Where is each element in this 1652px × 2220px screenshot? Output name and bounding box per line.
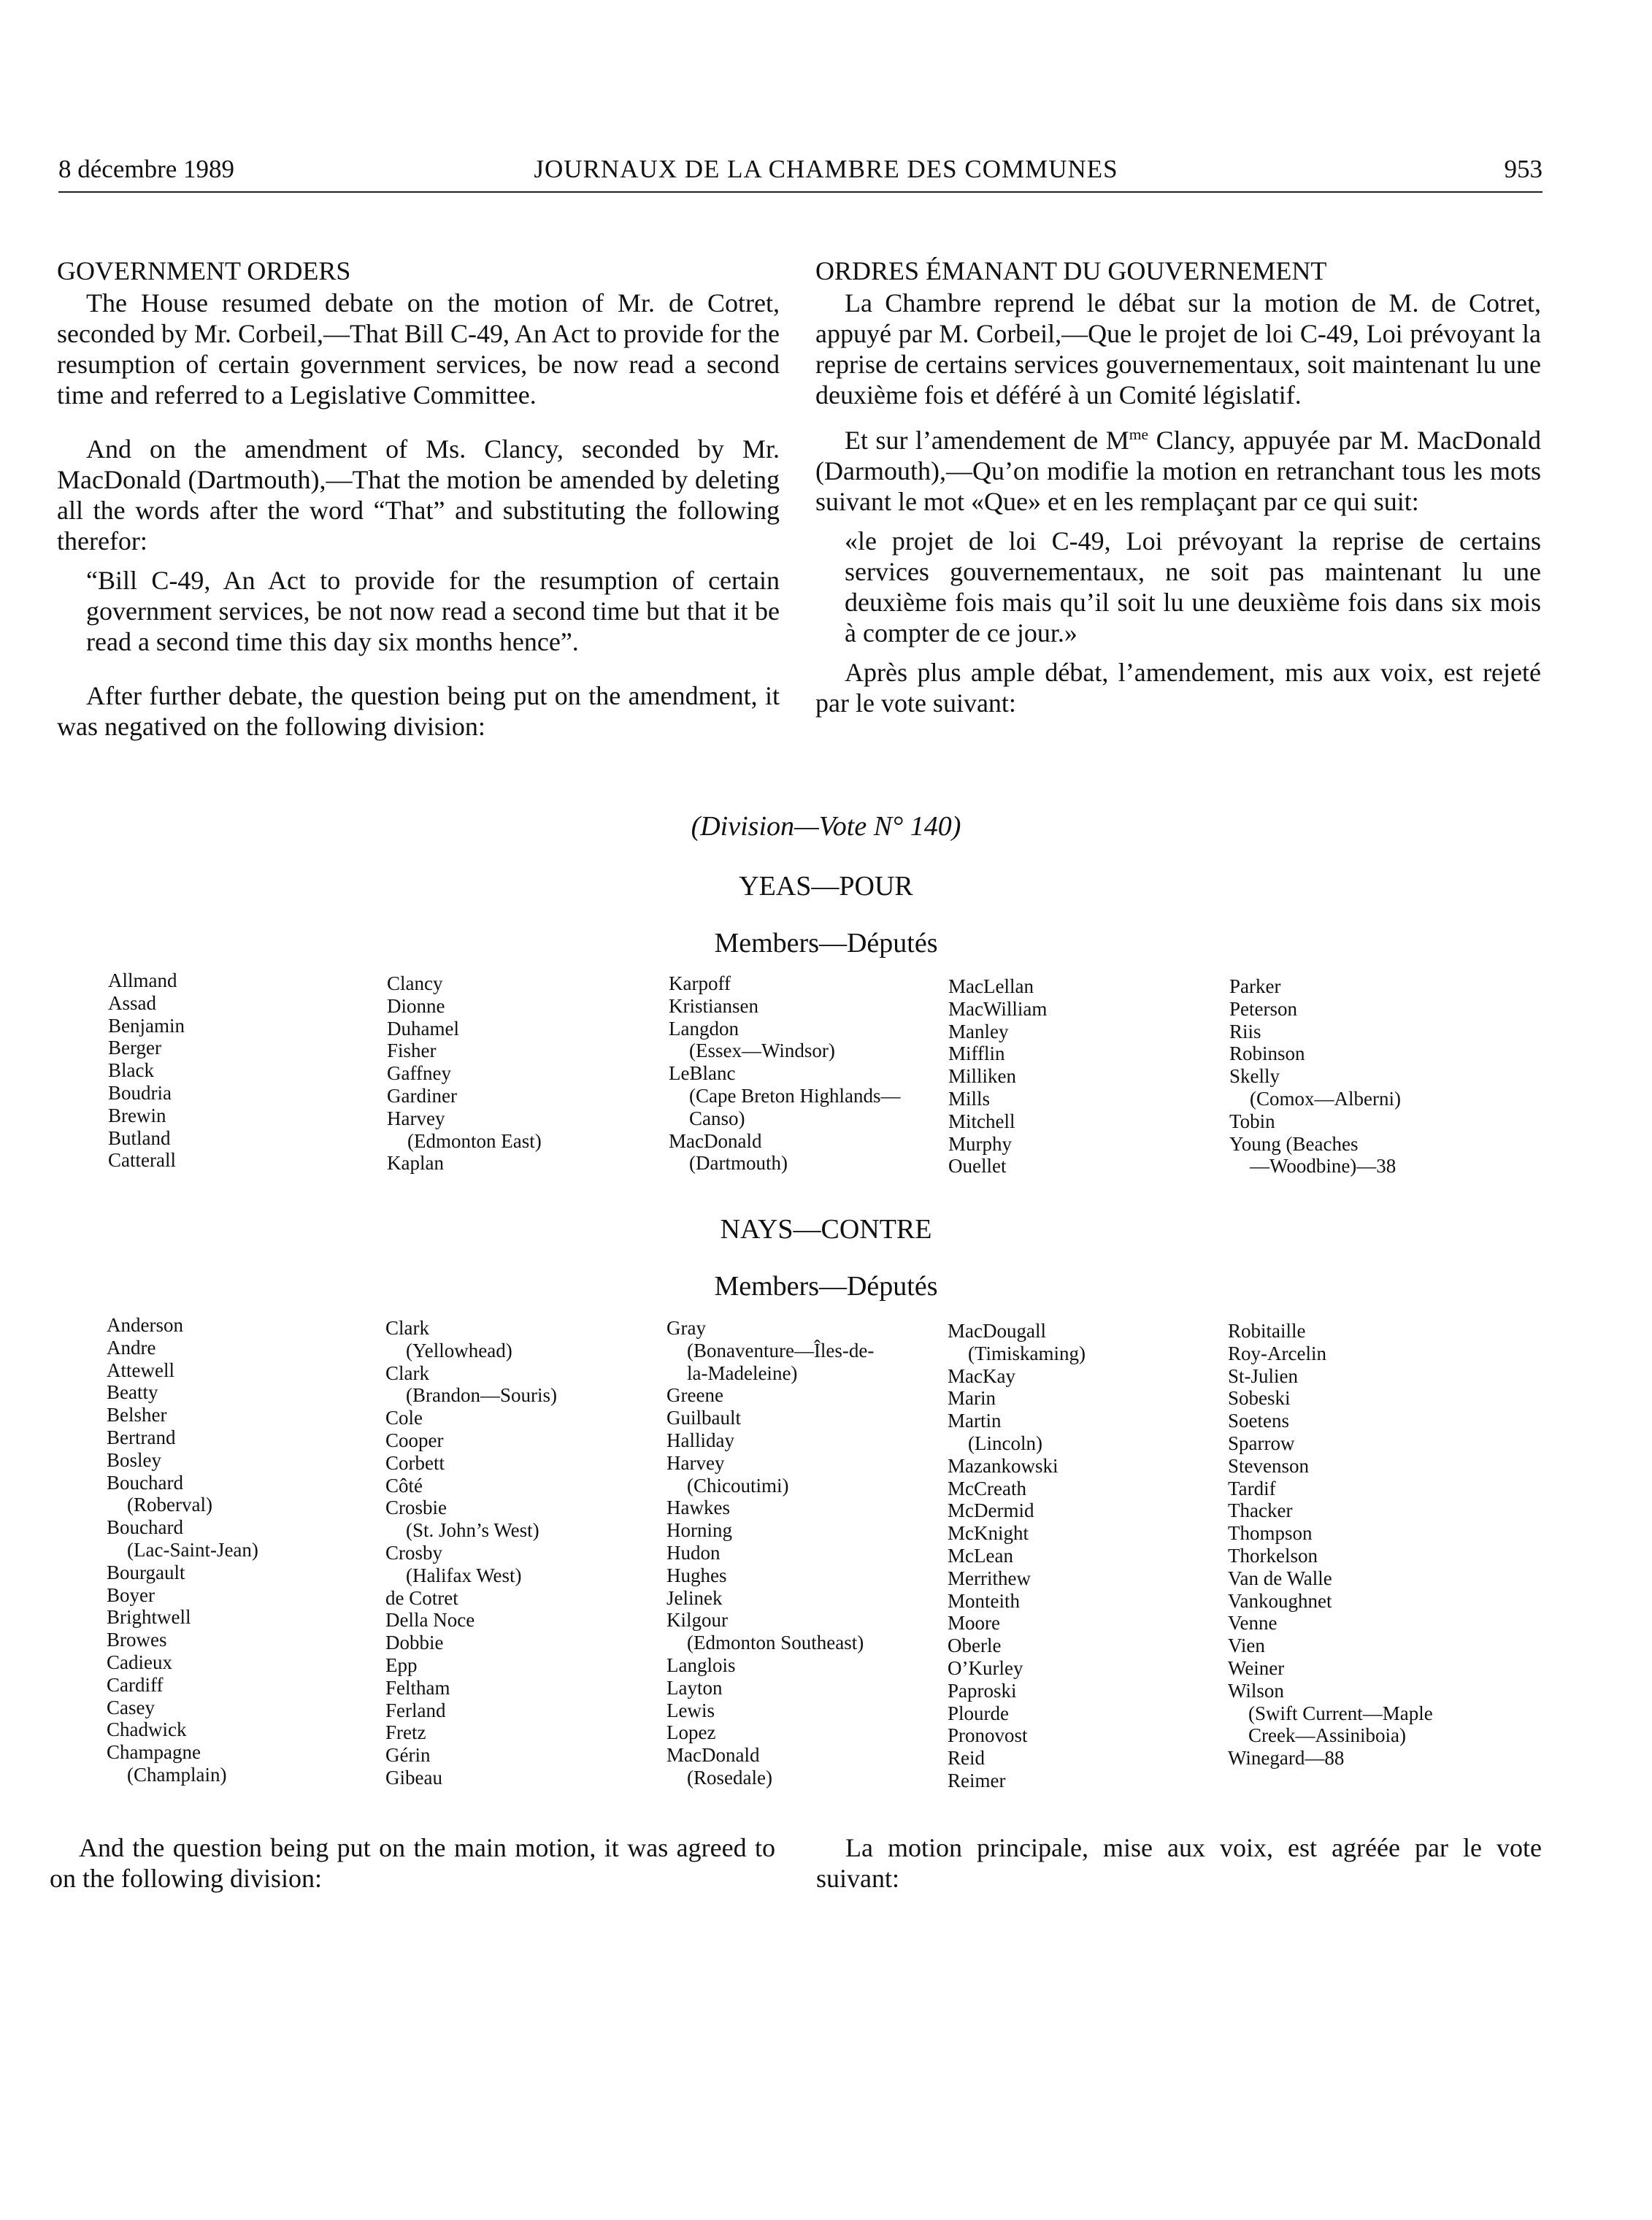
member-name: Roy-Arcelin (1228, 1342, 1326, 1364)
header-date: 8 décembre 1989 (58, 155, 235, 183)
member-name: Ferland (385, 1699, 446, 1721)
french-p2-rest: Clancy, appuyée par M. MacDonald (Darmouth),—Qu’on modifie la motion en retranchant tous les mots suivant le mot «Que» et en les remplaçant par ce qui suit: (815, 426, 1541, 516)
member-name-continuation: (Lincoln) (968, 1432, 1042, 1454)
member-name: Duhamel (387, 1017, 459, 1040)
member-name: MacWilliam (948, 997, 1048, 1020)
member-name: Brewin (108, 1104, 166, 1126)
member-name: Casey (107, 1696, 155, 1718)
member-name: Soetens (1228, 1410, 1289, 1432)
member-name: Crosby (385, 1541, 443, 1564)
member-name: McCreath (948, 1477, 1026, 1499)
member-name-continuation: (Cape Breton Highlands— (689, 1084, 901, 1107)
member-name: Layton (666, 1676, 723, 1699)
member-name-continuation: (Edmonton Southeast) (687, 1632, 864, 1654)
member-name: Vien (1228, 1635, 1265, 1657)
member-name: Kristiansen (669, 994, 758, 1017)
member-name: LeBlanc (669, 1062, 736, 1085)
member-name: Thorkelson (1228, 1544, 1318, 1567)
member-name: Assad (108, 991, 156, 1014)
member-name: Boyer (107, 1583, 155, 1606)
nays-column-2 (385, 1317, 557, 1789)
member-name: Sobeski (1228, 1387, 1291, 1410)
yeas-column-5 (1229, 975, 1401, 1178)
member-name: Gaffney (387, 1062, 451, 1085)
member-name: Corbett (385, 1451, 445, 1474)
member-name-continuation: —Woodbine)—38 (1250, 1155, 1396, 1178)
member-name: O’Kurley (948, 1656, 1023, 1679)
english-closing-text: And the question being put on the main motion, it was agreed to on the following division: (50, 1833, 775, 1893)
member-name: Epp (385, 1654, 418, 1676)
page-number: 953 (1504, 155, 1542, 183)
member-name: Crosbie (385, 1497, 447, 1519)
member-name: Kaplan (387, 1152, 444, 1175)
member-name: Browes (107, 1629, 167, 1651)
french-paragraph-3: Après plus ample débat, l’amendement, mis aux voix, est rejeté par le vote suivant: (815, 658, 1541, 718)
member-name: Butland (108, 1126, 171, 1149)
member-name: Mazankowski (948, 1454, 1059, 1477)
member-name: Cooper (385, 1429, 444, 1451)
member-name: Manley (948, 1020, 1009, 1042)
member-name: Hawkes (666, 1497, 730, 1519)
member-name: Monteith (948, 1589, 1020, 1612)
member-name: Weiner (1228, 1656, 1285, 1679)
nays-column-3 (666, 1317, 874, 1789)
french-paragraph-1: La Chambre reprend le débat sur la motion de M. de Cotret, appuyé par M. Corbeil,—Que le projet de loi C-49, Loi prévoyant la reprise de certains services gouvernementaux, soit maintenant lu une deuxième fois et déféré à un Comité législatif. (815, 288, 1541, 410)
member-name: MacLellan (948, 975, 1034, 997)
french-p2-prefix: Et sur l’amendement de M (845, 426, 1129, 455)
member-name: McLean (948, 1544, 1013, 1567)
yeas-column-4 (948, 975, 1047, 1178)
member-name: Bosley (107, 1448, 162, 1471)
division-title: (Division—Vote N° 140) (691, 811, 961, 842)
member-name: Benjamin (108, 1014, 185, 1037)
english-column (57, 256, 780, 742)
member-name: Clancy (387, 972, 443, 994)
member-name-continuation: (Timiskaming) (968, 1342, 1086, 1364)
member-name: Chadwick (107, 1718, 187, 1741)
member-name: Cardiff (107, 1673, 164, 1696)
member-name: Lopez (666, 1721, 716, 1744)
member-name: MacKay (948, 1364, 1015, 1387)
english-paragraph-2: And on the amendment of Ms. Clancy, seconded by Mr. MacDonald (Dartmouth),—That the motion be amended by deleting all the words after the word “That” and substituting the following therefor: (57, 434, 780, 556)
member-name: Bouchard (107, 1516, 183, 1539)
member-name: Boudria (108, 1081, 172, 1104)
nays-column-4 (948, 1320, 1086, 1792)
member-name: Catterall (108, 1149, 176, 1172)
member-name: Moore (948, 1612, 1000, 1635)
member-name-continuation: (Rosedale) (687, 1766, 772, 1789)
member-name: Oberle (948, 1635, 1002, 1657)
member-name: de Cotret (385, 1586, 458, 1609)
member-name: Karpoff (669, 972, 731, 994)
member-name: Gray (666, 1317, 706, 1339)
member-name: McKnight (948, 1522, 1029, 1545)
member-name: Plourde (948, 1702, 1009, 1724)
member-name: Beatty (107, 1381, 158, 1404)
member-name: Thacker (1228, 1499, 1293, 1522)
member-name-continuation: (Brandon—Souris) (406, 1384, 557, 1407)
member-name-continuation: (Edmonton East) (407, 1129, 542, 1152)
member-name: Cadieux (107, 1651, 172, 1673)
member-name: Langlois (666, 1654, 736, 1676)
french-heading: ORDRES ÉMANANT DU GOUVERNEMENT (815, 256, 1327, 285)
member-name: MacDonald (666, 1744, 760, 1767)
member-name: Feltham (385, 1676, 450, 1699)
member-name-continuation: (Essex—Windsor) (689, 1040, 835, 1062)
member-name: Harvey (387, 1107, 445, 1129)
yeas-column-1 (108, 969, 185, 1172)
member-name: Reimer (948, 1769, 1006, 1791)
member-name-continuation: (Chicoutimi) (687, 1474, 789, 1497)
member-name: Hudon (666, 1541, 721, 1564)
member-name: Venne (1228, 1612, 1278, 1635)
english-quote: “Bill C-49, An Act to provide for the resumption of certain government services, be not now read a second time but that it be read a second time this day six months hence”. (86, 566, 780, 656)
member-name: Dobbie (385, 1632, 444, 1654)
member-name: Anderson (107, 1314, 183, 1336)
member-name: Mifflin (948, 1042, 1005, 1065)
member-name: Stevenson (1228, 1454, 1309, 1477)
member-name: Riis (1229, 1020, 1261, 1042)
member-name: Champagne (107, 1741, 201, 1764)
nays-column-1 (107, 1314, 258, 1786)
member-name: Tardif (1228, 1477, 1276, 1499)
member-name: Gardiner (387, 1084, 457, 1107)
nays-heading: NAYS—CONTRE (720, 1214, 932, 1245)
member-name: Marin (948, 1387, 996, 1410)
english-paragraph-1: The House resumed debate on the motion of Mr. de Cotret, seconded by Mr. Corbeil,—That Bill C-49, An Act to provide for the resumption of certain government services, be now read a second time and referred to a Legislative Committee. (57, 288, 780, 410)
member-name: Clark (385, 1361, 429, 1384)
member-name: Vankoughnet (1228, 1589, 1332, 1612)
yeas-members-heading: Members—Députés (714, 928, 938, 959)
member-name-continuation: (Yellowhead) (406, 1339, 512, 1361)
member-name: Parker (1229, 975, 1281, 997)
member-name: Dionne (387, 994, 445, 1017)
yeas-heading: YEAS—POUR (739, 871, 913, 902)
english-heading: GOVERNMENT ORDERS (57, 256, 351, 285)
member-name: Allmand (108, 969, 177, 991)
yeas-column-2 (387, 972, 542, 1175)
member-name: Horning (666, 1519, 732, 1542)
member-name: Milliken (948, 1065, 1016, 1088)
english-paragraph-3: After further debate, the question being put on the amendment, it was negatived on the following division: (57, 681, 780, 741)
nays-members-heading: Members—Députés (714, 1271, 938, 1302)
member-name: Fisher (387, 1040, 437, 1062)
member-name-continuation: Canso) (689, 1107, 745, 1129)
member-name-continuation: (Comox—Alberni) (1250, 1087, 1401, 1110)
member-name: Mills (948, 1087, 991, 1110)
member-name-continuation: Creek—Assiniboia) (1248, 1724, 1406, 1747)
member-name: Reid (948, 1747, 985, 1770)
member-name: Della Noce (385, 1609, 475, 1632)
journal-title: JOURNAUX DE LA CHAMBRE DES COMMUNES (534, 155, 1118, 183)
french-quote: «le projet de loi C-49, Loi prévoyant la reprise de certains services gouvernementaux, ne soit pas maintenant lu une deuxième fois mais qu’il soit lu une deuxième fois dans six mois à compter de ce jour.» (845, 526, 1541, 648)
member-name-continuation: la-Madeleine) (687, 1361, 798, 1384)
member-name: MacDougall (948, 1320, 1046, 1342)
member-name: Mitchell (948, 1110, 1015, 1132)
member-name: Van de Walle (1228, 1567, 1332, 1589)
member-name-continuation: (Roberval) (127, 1494, 212, 1516)
header-rule (58, 191, 1542, 193)
member-name: Clark (385, 1317, 429, 1339)
member-name: Greene (666, 1384, 723, 1407)
member-name-continuation: (Champlain) (127, 1763, 227, 1786)
member-name: Wilson (1228, 1679, 1284, 1702)
member-name-continuation: (Dartmouth) (689, 1152, 788, 1175)
member-name: Winegard—88 (1228, 1747, 1345, 1770)
member-name: Bouchard (107, 1471, 183, 1494)
member-name: Paproski (948, 1679, 1017, 1702)
member-name: Peterson (1229, 997, 1297, 1020)
member-name: Harvey (666, 1451, 725, 1474)
member-name: Tobin (1229, 1110, 1275, 1132)
member-name: Guilbault (666, 1407, 741, 1429)
member-name: Thompson (1228, 1522, 1313, 1545)
member-name-continuation: (Swift Current—Maple (1248, 1702, 1433, 1724)
member-name: Martin (948, 1410, 1002, 1432)
member-name: Halliday (666, 1429, 734, 1451)
member-name: Hughes (666, 1564, 727, 1586)
member-name: Pronovost (948, 1724, 1028, 1747)
member-name: Côté (385, 1474, 423, 1497)
member-name: Murphy (948, 1132, 1012, 1155)
member-name-continuation: (Halifax West) (406, 1564, 522, 1586)
member-name: Kilgour (666, 1609, 728, 1632)
member-name-continuation: (Lac-Saint-Jean) (127, 1538, 258, 1561)
yeas-column-3 (669, 972, 900, 1175)
member-name: St-Julien (1228, 1364, 1299, 1387)
member-name: Skelly (1229, 1065, 1280, 1088)
member-name: Gibeau (385, 1766, 442, 1789)
member-name: Young (Beaches (1229, 1132, 1359, 1155)
member-name: Brightwell (107, 1606, 191, 1629)
french-p2-sup: me (1129, 426, 1149, 443)
member-name: Andre (107, 1336, 156, 1359)
member-name-continuation: (Bonaventure—Îles-de- (687, 1339, 875, 1361)
member-name: Langdon (669, 1017, 739, 1040)
member-name: Belsher (107, 1404, 167, 1426)
french-closing-text: La motion principale, mise aux voix, est agréée par le vote suivant: (816, 1833, 1542, 1893)
member-name: Berger (108, 1037, 161, 1059)
french-paragraph-2 (815, 419, 1541, 517)
member-name-continuation: (St. John’s West) (406, 1519, 539, 1542)
member-name: Cole (385, 1407, 423, 1429)
member-name: Lewis (666, 1699, 715, 1721)
member-name: Bourgault (107, 1561, 185, 1583)
french-column (815, 256, 1541, 718)
member-name: Jelinek (666, 1586, 723, 1609)
member-name: Robinson (1229, 1042, 1305, 1065)
member-name: MacDonald (669, 1129, 762, 1152)
member-name: Fretz (385, 1721, 426, 1744)
french-closing (816, 1832, 1542, 1894)
member-name: Black (108, 1059, 154, 1082)
english-closing (50, 1832, 775, 1894)
member-name: Attewell (107, 1359, 174, 1381)
member-name: Merrithew (948, 1567, 1031, 1589)
member-name: Sparrow (1228, 1432, 1295, 1454)
member-name: Ouellet (948, 1155, 1007, 1178)
member-name: Robitaille (1228, 1320, 1306, 1342)
nays-column-5 (1228, 1320, 1433, 1770)
member-name: Bertrand (107, 1426, 176, 1448)
member-name: McDermid (948, 1499, 1034, 1522)
member-name: Gérin (385, 1744, 431, 1767)
